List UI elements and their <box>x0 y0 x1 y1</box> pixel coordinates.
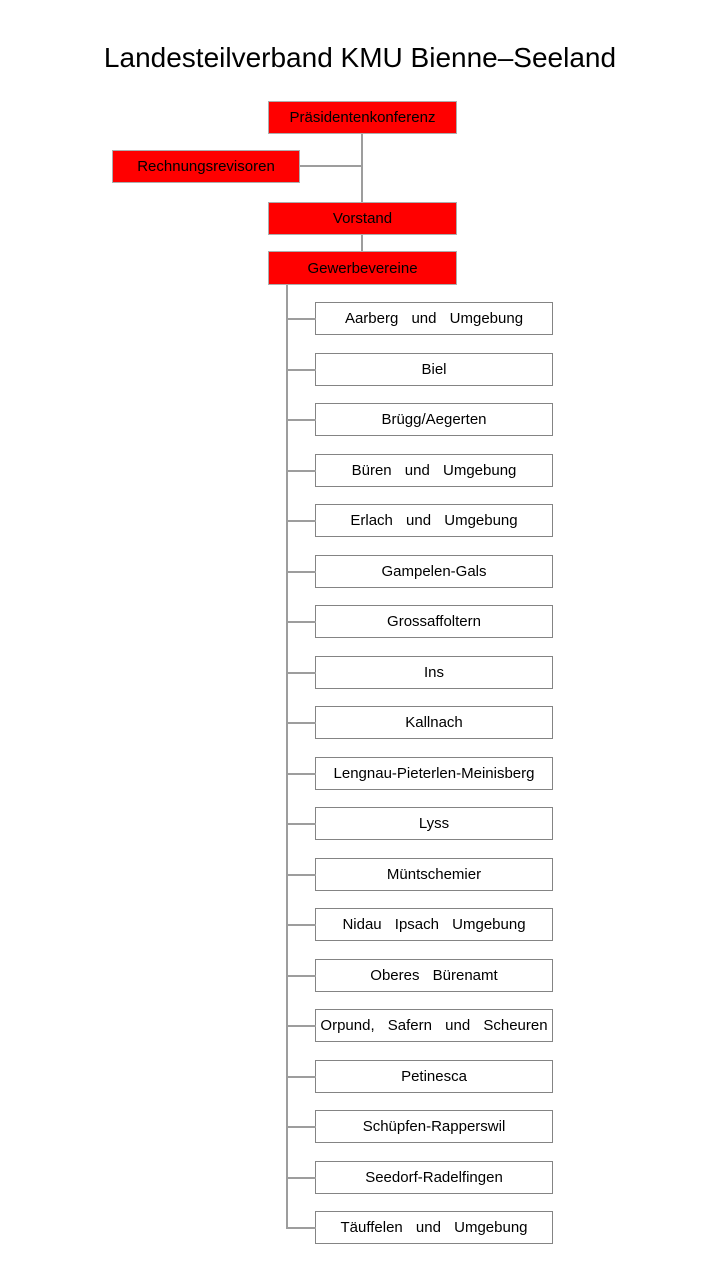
connector-stub <box>286 1126 316 1128</box>
gewerbeverein-box <box>315 656 553 689</box>
gewerbeverein-box <box>315 605 553 638</box>
connector-stub <box>286 924 316 926</box>
connector-trunk <box>286 285 288 1228</box>
page-title: Landesteilverband KMU Bienne–Seeland <box>103 42 617 73</box>
gewerbeverein-box <box>315 302 553 335</box>
gewerbeverein-box <box>315 959 553 992</box>
connector-stub <box>286 975 316 977</box>
gewerbeverein-label: Ins <box>423 664 444 681</box>
gewerbeverein-label: Biel <box>421 361 447 378</box>
gewerbeverein-box <box>315 858 553 891</box>
gewerbeverein-box <box>315 1009 553 1042</box>
connector-stub <box>286 722 316 724</box>
gewerbeverein-label: Büren und Umgebung <box>351 462 517 479</box>
gewerbeverein-box <box>315 908 553 941</box>
connector-stub <box>286 419 316 421</box>
connector-stub <box>286 1076 316 1078</box>
connector-stub <box>286 1025 316 1027</box>
gewerbeverein-box <box>315 1161 553 1194</box>
gewerbeverein-label: Müntschemier <box>386 866 482 883</box>
connector-stub <box>286 520 316 522</box>
node-praesidentenkonferenz: Präsidentenkonferenz <box>268 101 457 134</box>
gewerbeverein-box <box>315 807 553 840</box>
connector-stub <box>286 874 316 876</box>
connector-stub <box>286 1227 316 1229</box>
connector-stub <box>286 470 316 472</box>
gewerbeverein-label: Lengnau-Pieterlen-Meinisberg <box>333 765 535 782</box>
gewerbeverein-label: Petinesca <box>401 1068 467 1085</box>
gewerbeverein-label: Schüpfen-Rapperswil <box>362 1118 506 1135</box>
connector-stub <box>286 571 316 573</box>
connector-stub <box>286 621 316 623</box>
gewerbeverein-label: Lyss <box>418 815 450 832</box>
connector-vorstand-to-gewerbevereine <box>361 235 363 251</box>
gewerbeverein-box <box>315 1110 553 1143</box>
gewerbeverein-label: Orpund, Safern und Scheuren <box>320 1017 548 1034</box>
gewerbeverein-box <box>315 1211 553 1244</box>
connector-stub <box>286 318 316 320</box>
connector-stub <box>286 369 316 371</box>
node-rechnungsrevisoren: Rechnungsrevisoren <box>112 150 300 183</box>
connector-stub <box>286 672 316 674</box>
gewerbeverein-box <box>315 353 553 386</box>
node-vorstand: Vorstand <box>268 202 457 235</box>
gewerbeverein-box <box>315 504 553 537</box>
gewerbeverein-box <box>315 1060 553 1093</box>
gewerbeverein-box <box>315 757 553 790</box>
gewerbeverein-box <box>315 454 553 487</box>
gewerbeverein-label: Gampelen-Gals <box>381 563 487 580</box>
connector-rechnungsrevisoren <box>300 165 361 167</box>
connector-stub <box>286 1177 316 1179</box>
connector-stub <box>286 823 316 825</box>
gewerbeverein-box <box>315 403 553 436</box>
gewerbeverein-label: Aarberg und Umgebung <box>344 310 524 327</box>
gewerbeverein-box <box>315 555 553 588</box>
gewerbeverein-label: Grossaffoltern <box>387 613 481 630</box>
gewerbeverein-label: Brügg/Aegerten <box>381 411 487 428</box>
gewerbeverein-label: Täuffelen und Umgebung <box>340 1219 528 1236</box>
gewerbeverein-label: Erlach und Umgebung <box>350 512 518 529</box>
connector-stub <box>286 773 316 775</box>
connector-praesidenten-to-vorstand <box>361 134 363 202</box>
gewerbeverein-label: Kallnach <box>405 714 463 731</box>
node-gewerbevereine: Gewerbevereine <box>268 251 457 285</box>
gewerbeverein-label: Seedorf-Radelfingen <box>365 1169 503 1186</box>
gewerbeverein-label: Nidau Ipsach Umgebung <box>342 916 526 933</box>
gewerbeverein-box <box>315 706 553 739</box>
gewerbeverein-label: Oberes Bürenamt <box>370 967 498 984</box>
